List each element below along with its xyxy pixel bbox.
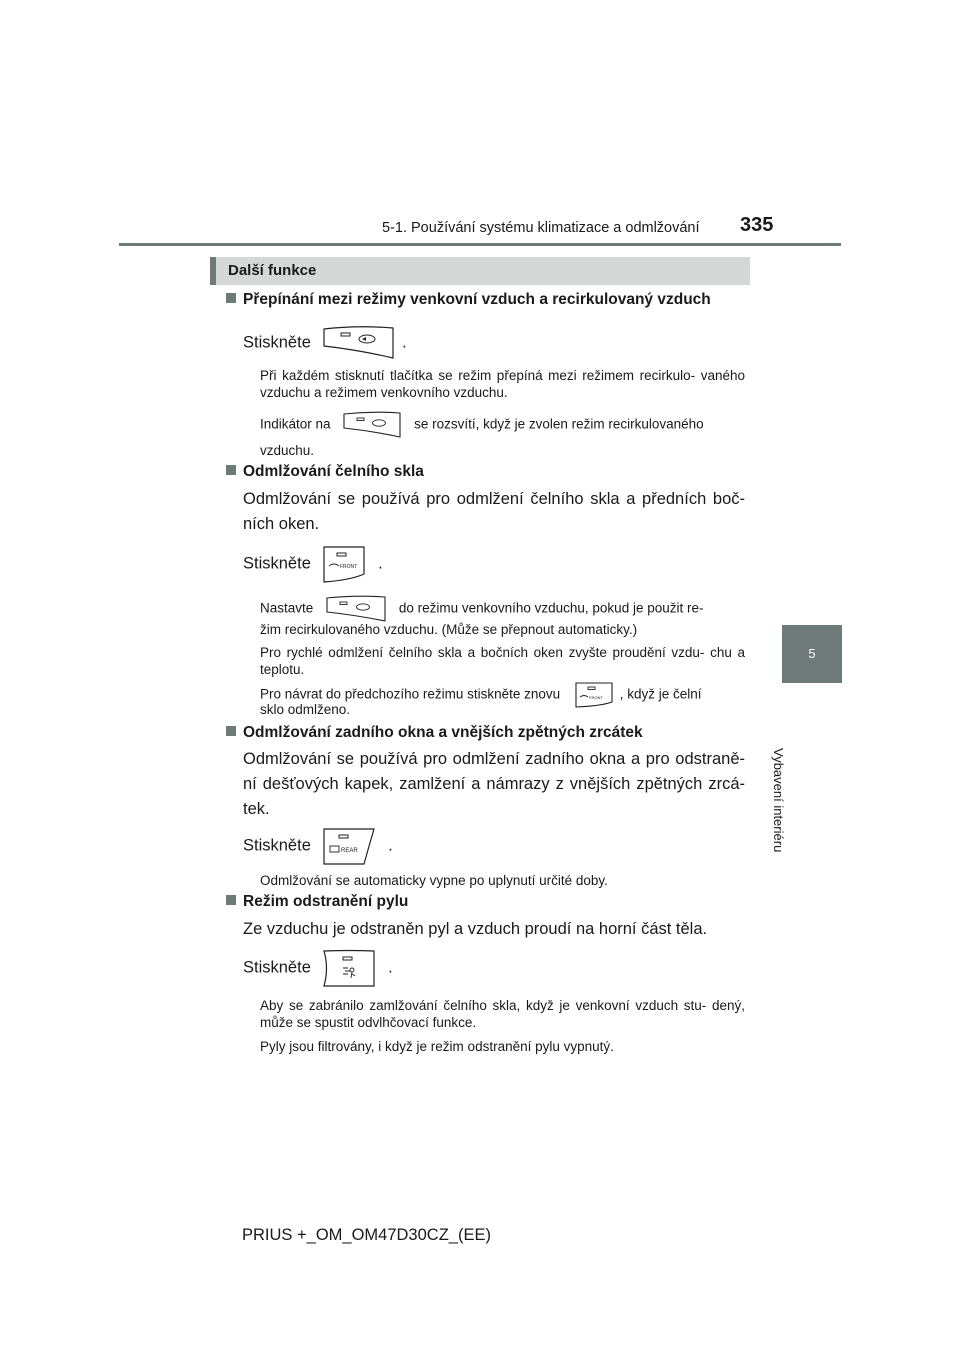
body-pollen: Ze vzduchu je odstraněn pyl a vzduch proudí na horní část těla.	[243, 920, 708, 938]
note-pollen-1: Aby se zabránilo zamlžování čelního skla, když je venkovní vzduch stu- dený, může se spustit odvlhčovací funkce.	[260, 998, 745, 1030]
body-rear: Odmlžování se používá pro odmlžení zadního okna a pro odstraně- ní dešťových kapek, zamlžení a námrazy z vnějších zpětných zrcá- tek.	[243, 750, 745, 818]
heading-bullet-icon	[226, 726, 236, 736]
section-title-bar	[210, 257, 750, 285]
note-windshield-2: Pro rychlé odmlžení čelního skla a bočních oken zvyšte proudění vzdu- chu a teplotu.	[260, 645, 745, 677]
chapter-number: 5	[808, 646, 816, 661]
svg-text:FRONT: FRONT	[588, 695, 603, 700]
press-pollen-line: Stiskněte .	[243, 948, 393, 988]
chapter-tab	[782, 625, 842, 683]
footer-doc-code: PRIUS +_OM_OM47D30CZ_(EE)	[242, 1226, 491, 1244]
heading-rear: Odmlžování zadního okna a vnějších zpětných zrcátek	[226, 724, 643, 742]
front-defogger-button-icon	[321, 544, 367, 584]
note-windshield-3-cont: sklo odmlženo.	[260, 702, 351, 717]
press-front-line: Stiskněte FRONT .	[243, 544, 383, 584]
page-number: 335	[740, 214, 774, 236]
note-windshield-1-cont: žim recirkulovaného vzduchu. (Může se přepnout automaticky.)	[260, 622, 638, 637]
note-pollen-2: Pyly jsou filtrovány, i když je režim odstranění pylu vypnutý.	[260, 1039, 614, 1054]
heading-recirculation: Přepínání mezi režimy venkovní vzduch a recirkulovaný vzduch	[226, 291, 711, 309]
header-rule	[119, 243, 841, 246]
svg-text:REAR: REAR	[341, 848, 359, 854]
note-recirc-2-cont: vzduchu.	[260, 443, 315, 458]
note-windshield-1: Nastavte do režimu venkovního vzduchu, pokud je použit re-	[260, 594, 745, 624]
pollen-removal-button-icon	[321, 948, 377, 988]
rear-defogger-button-icon	[321, 826, 377, 866]
chapter-title: Vybavení interiéru	[771, 748, 786, 853]
body-windshield: Odmlžování se používá pro odmlžení čelního skla a předních boč- ních oken.	[243, 490, 745, 533]
press-rear-line: Stiskněte REAR .	[243, 826, 393, 866]
note-rear-1: Odmlžování se automaticky vypne po uplynutí určité doby.	[260, 873, 608, 888]
heading-bullet-icon	[226, 293, 236, 303]
recirc-button-icon	[321, 324, 395, 362]
press-recirc-line: Stiskněte .	[243, 324, 407, 362]
header-section-path: 5-1. Používání systému klimatizace a odmlžování	[382, 220, 700, 236]
recirc-button-icon	[325, 594, 387, 624]
heading-pollen: Režim odstranění pylu	[226, 893, 408, 911]
recirc-indicator-icon	[342, 410, 402, 440]
note-windshield-3: Pro návrat do předchozího režimu stiskněte znovu FRONT , když je čelní	[260, 681, 745, 709]
note-recirc-1: Při každém stisknutí tlačítka se režim přepíná mezi režimem recirkulo- vaného vzduchu a režimem venkovního vzduchu.	[260, 368, 745, 400]
note-recirc-2: Indikátor na se rozsvítí, když je zvolen režim recirkulovaného	[260, 410, 745, 440]
svg-text:FRONT: FRONT	[340, 564, 358, 570]
heading-bullet-icon	[226, 465, 236, 475]
section-title: Další funkce	[228, 262, 317, 279]
heading-bullet-icon	[226, 895, 236, 905]
heading-windshield: Odmlžování čelního skla	[226, 463, 424, 481]
